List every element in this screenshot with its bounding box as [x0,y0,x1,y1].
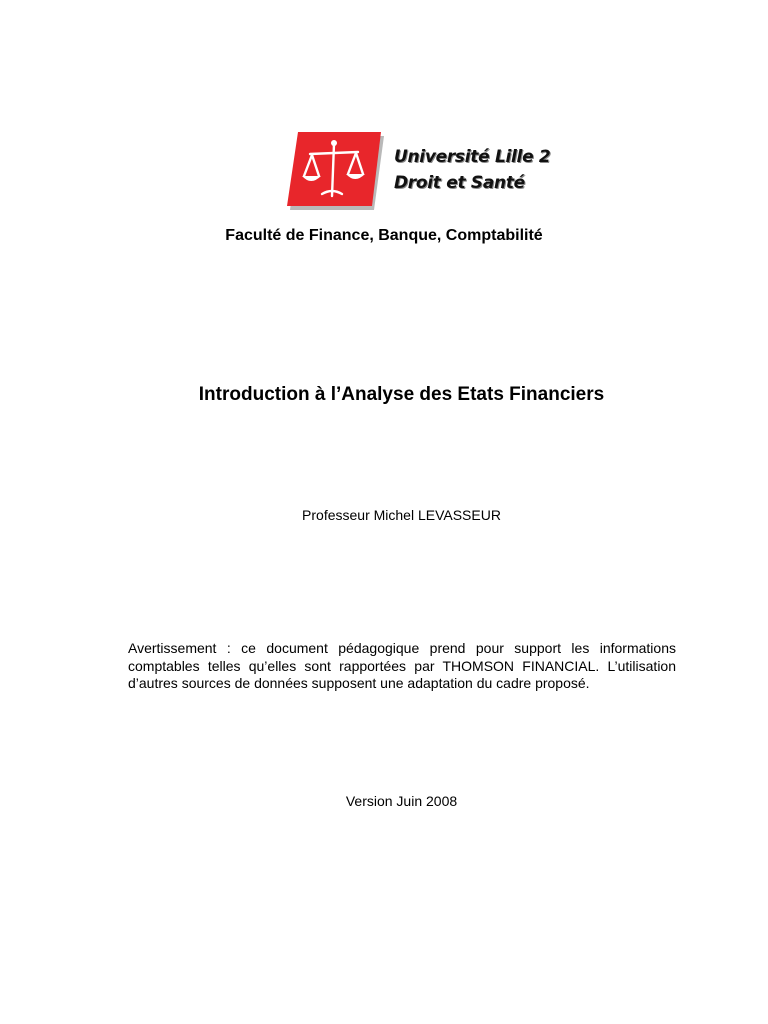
author-name: Professeur Michel LEVASSEUR [302,507,501,523]
university-logo [284,130,554,210]
scales-of-justice-icon [284,130,384,210]
faculty-name: Faculté de Finance, Banque, Comptabilité [225,227,543,244]
university-name [394,144,550,196]
university-name-line-1: Université Lille 2 [394,147,551,167]
university-name-line-2: Droit et Santé [394,173,525,193]
document-title: Introduction à l’Analyse des Etats Financiers [198,384,605,405]
warning-paragraph: Avertissement : ce document pédagogique prend pour support les informations comptables telles qu’elles sont rapportées par THOMSON FINANCIAL. L’utilisation d’autres sources de données supposent une adaptation du cadre proposé. [128,640,676,691]
version-label: Version Juin 2008 [345,793,458,809]
